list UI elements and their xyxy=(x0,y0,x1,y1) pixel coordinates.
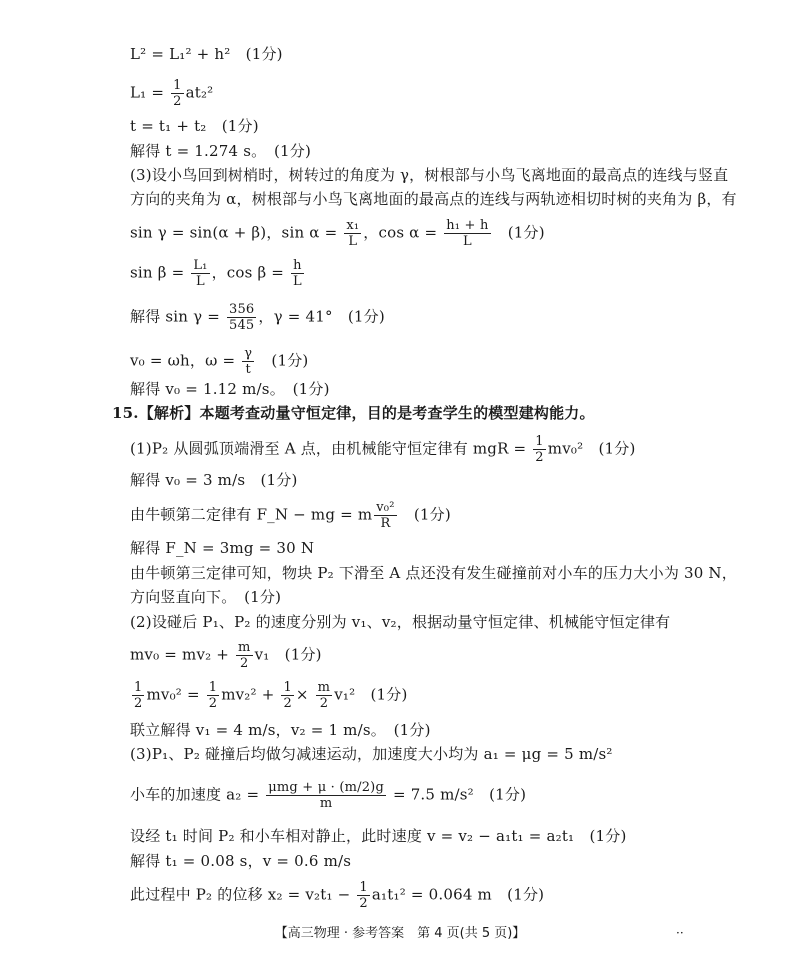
denominator: R xyxy=(380,516,391,531)
text: 小车的加速度 a₂ = xyxy=(130,785,265,804)
denominator: L xyxy=(462,234,472,249)
result-t1: 解得 t₁ = 0.08 s，v = 0.6 m/s xyxy=(130,852,352,870)
text: v₁² (1分) xyxy=(334,685,408,704)
fraction xyxy=(132,680,144,711)
text: sin γ = sin(α + β)，sin α = xyxy=(130,223,343,242)
newton-third-text-cont: 方向竖直向下。 (1分) xyxy=(130,588,282,606)
denominator: 2 xyxy=(283,696,292,711)
text: (1)P₂ 从圆弧顶端滑至 A 点，由机械能守恒定律有 mgR = xyxy=(130,439,532,458)
numerator: 1 xyxy=(359,880,368,895)
denominator: L xyxy=(293,274,302,289)
numerator: 1 xyxy=(134,680,143,695)
eq-l-squared: L² = L₁² + h² (1分) xyxy=(130,45,283,63)
text: sin β = xyxy=(130,263,190,282)
numerator: m xyxy=(238,640,251,655)
numerator: h xyxy=(291,258,304,274)
eq-l1-right: at₂² xyxy=(185,83,214,102)
fraction xyxy=(291,258,304,289)
denominator: 2 xyxy=(240,656,249,671)
text: ，γ = 41° (1分) xyxy=(258,307,385,326)
fraction xyxy=(191,258,209,289)
fraction xyxy=(357,880,369,911)
eq-momentum xyxy=(130,640,322,671)
text: ，cos α = xyxy=(363,223,443,242)
text: (1分) xyxy=(256,351,309,370)
fraction xyxy=(207,680,219,711)
part3-acceleration: (3)P₁、P₂ 碰撞后均做匀减速运动，加速度大小均为 a₁ = μg = 5 m/s² xyxy=(130,745,613,763)
numerator: 356 xyxy=(228,302,255,317)
eq-l1-left: L₁ = xyxy=(130,83,170,102)
eq-energy-conservation xyxy=(130,434,636,465)
numerator: 1 xyxy=(535,434,544,449)
eq-cart-acceleration xyxy=(130,780,526,811)
fraction xyxy=(171,78,183,109)
page-footer: 【高三物理 · 参考答案 第 4 页(共 5 页)】 xyxy=(274,926,526,941)
denominator: 2 xyxy=(173,94,182,109)
text: mv₀² = xyxy=(146,685,205,704)
denominator: 2 xyxy=(208,696,218,711)
fraction xyxy=(444,218,490,249)
eq-t-sum: t = t₁ + t₂ (1分) xyxy=(130,117,259,135)
numerator: 1 xyxy=(283,680,292,695)
corner-mark: ·· xyxy=(676,926,684,940)
fraction xyxy=(281,680,293,711)
text: mv₂² + xyxy=(221,685,280,704)
eq-relative-rest: 设经 t₁ 时间 P₂ 和小车相对静止，此时速度 v = v₂ − a₁t₁ = a₂t₁ (1分) xyxy=(130,827,627,845)
result-v1-v2: 联立解得 v₁ = 4 m/s，v₂ = 1 m/s。 (1分) xyxy=(130,721,431,739)
text: v₁ (1分) xyxy=(254,645,322,664)
text: 此过程中 P₂ 的位移 x₂ = v₂t₁ − xyxy=(130,885,356,904)
question-15-heading: 15.【解析】本题考查动量守恒定律，目的是考查学生的模型建构能力。 xyxy=(112,404,595,422)
eq-displacement xyxy=(130,880,544,911)
eq-kinetic-energy xyxy=(130,680,408,711)
denominator: 545 xyxy=(228,318,255,333)
fraction xyxy=(344,218,361,249)
eq-sin-gamma xyxy=(130,218,545,249)
numerator: L₁ xyxy=(193,258,208,273)
eq-v0-omega xyxy=(130,346,308,377)
text: a₁t₁² = 0.064 m (1分) xyxy=(371,885,545,904)
fraction xyxy=(236,640,253,671)
numerator: 1 xyxy=(173,78,182,93)
text: v₀ = ωh，ω = xyxy=(130,351,241,370)
part3-setup-cont: 方向的夹角为 α，树根部与小鸟飞离地面的最高点的连线与两轨迹相切时树的夹角为 β，有 xyxy=(130,190,737,208)
denominator: m xyxy=(319,796,333,811)
denominator: L xyxy=(348,234,358,249)
denominator: 2 xyxy=(535,450,544,465)
eq-l1 xyxy=(130,78,213,109)
numerator: v₀² xyxy=(376,500,395,515)
text: (1分) xyxy=(492,223,545,242)
fraction xyxy=(227,302,256,333)
eq-newton-second xyxy=(130,500,451,531)
denominator: L xyxy=(196,274,205,289)
numerator: 1 xyxy=(208,680,218,695)
text: mv₀² (1分) xyxy=(547,439,636,458)
denominator: t xyxy=(245,362,251,377)
denominator: 2 xyxy=(359,896,368,911)
numerator: m xyxy=(317,680,331,695)
text: = 7.5 m/s² (1分) xyxy=(387,785,527,804)
fraction xyxy=(266,780,386,811)
text: 由牛顿第二定律有 F_N − mg = m xyxy=(130,505,373,524)
part3-setup: (3)设小鸟回到树梢时，树转过的角度为 γ，树根部与小鸟飞离地面的最高点的连线与竖直 xyxy=(130,166,729,184)
numerator: x₁ xyxy=(346,218,360,233)
fraction xyxy=(316,680,333,711)
result-v0: 解得 v₀ = 1.12 m/s。 (1分) xyxy=(130,380,330,398)
result-t: 解得 t = 1.274 s。 (1分) xyxy=(130,142,312,160)
numerator: μmg + μ · (m/2)g xyxy=(268,780,384,795)
fraction xyxy=(533,434,545,465)
result-fn: 解得 F_N = 3mg = 30 N xyxy=(130,539,315,557)
part2-setup: (2)设碰后 P₁、P₂ 的速度分别为 v₁、v₂，根据动量守恒定律、机械能守恒定律有 xyxy=(130,613,671,631)
fraction xyxy=(242,346,254,377)
numerator: h₁ + h xyxy=(446,218,489,233)
result-v0-3: 解得 v₀ = 3 m/s (1分) xyxy=(130,471,298,489)
fraction xyxy=(374,500,396,531)
text: ，cos β = xyxy=(211,263,290,282)
text: (1分) xyxy=(398,505,451,524)
newton-third-text: 由牛顿第三定律可知，物块 P₂ 下滑至 A 点还没有发生碰撞前对小车的压力大小为 30 N， xyxy=(130,564,737,582)
result-gamma xyxy=(130,302,385,333)
text: 解得 sin γ = xyxy=(130,307,225,326)
denominator: 2 xyxy=(134,696,143,711)
eq-sin-beta xyxy=(130,258,306,289)
text: × xyxy=(295,685,314,704)
text: mv₀ = mv₂ + xyxy=(130,645,235,664)
denominator: 2 xyxy=(319,696,329,711)
numerator: γ xyxy=(244,346,253,361)
